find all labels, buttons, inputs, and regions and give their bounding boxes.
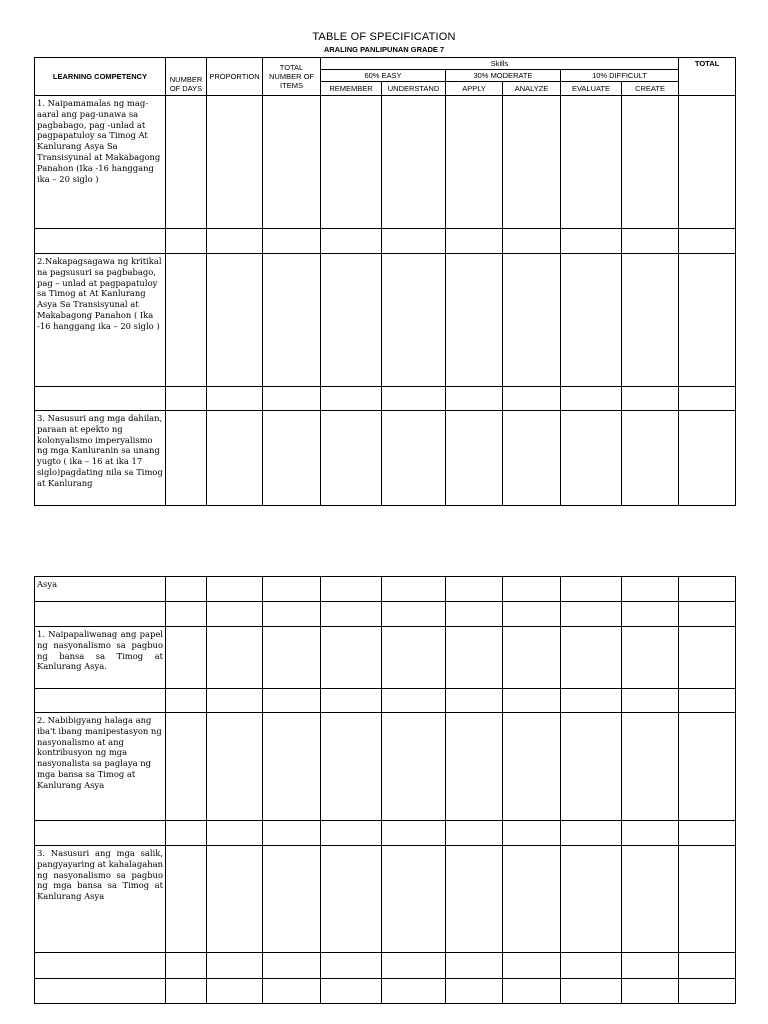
empty-cell (679, 411, 736, 506)
empty-cell (622, 627, 679, 689)
empty-cell (207, 254, 263, 387)
empty-cell (622, 229, 679, 254)
empty-cell (321, 577, 382, 602)
empty-cell (446, 953, 503, 979)
learning-competency-cell (35, 979, 166, 1004)
learning-competency-cell: 2.Nakapagsagawa ng kritikal na pagsusuri sa pagbabago, pag – unlad at pagpapatuloy sa Timog at At Kanlurang Asya Sa Transisyunal at Makabagong Panahon ( Ika -16 hanggang ika – 20 siglo ) (35, 254, 166, 387)
empty-cell (561, 689, 622, 713)
empty-cell (207, 713, 263, 821)
empty-cell (207, 846, 263, 953)
table-row (35, 846, 736, 953)
learning-competency-cell: 1. Naipamamalas ng mag-aaral ang pag-unawa sa pagbabago, pag -unlad at pagpapatuloy sa Timog At Kanlurang Asya Sa Transisyunal at Makabagong Panahon (Ika -16 hanggang ika – 20 siglo ) (35, 96, 166, 229)
learning-competency-cell (35, 821, 166, 846)
empty-cell (166, 254, 207, 387)
empty-cell (561, 411, 622, 506)
empty-cell (679, 254, 736, 387)
learning-competency-cell (35, 602, 166, 627)
learning-competency-cell (35, 387, 166, 411)
empty-cell (382, 96, 446, 229)
empty-cell (446, 627, 503, 689)
empty-cell (321, 387, 382, 411)
empty-cell (622, 387, 679, 411)
document-title: TABLE OF SPECIFICATION (312, 31, 456, 43)
empty-cell (679, 627, 736, 689)
learning-competency-cell (35, 229, 166, 254)
empty-cell (263, 979, 321, 1004)
empty-cell (503, 627, 561, 689)
table-row (35, 689, 736, 713)
empty-cell (321, 979, 382, 1004)
learning-competency-cell (35, 953, 166, 979)
empty-cell (207, 602, 263, 627)
table-row (35, 627, 736, 689)
header-learning-competency: LEARNING COMPETENCY (35, 58, 166, 96)
empty-cell (446, 411, 503, 506)
empty-cell (382, 953, 446, 979)
empty-cell (166, 846, 207, 953)
empty-cell (321, 846, 382, 953)
header-evaluate: EVALUATE (561, 82, 622, 96)
empty-cell (446, 254, 503, 387)
empty-cell (321, 254, 382, 387)
empty-cell (207, 689, 263, 713)
empty-cell (166, 387, 207, 411)
header-difficult: 10% DIFFICULT (561, 70, 679, 82)
table-row (35, 713, 736, 821)
header-analyze: ANALYZE (503, 82, 561, 96)
empty-cell (446, 979, 503, 1004)
empty-cell (503, 229, 561, 254)
empty-cell (622, 254, 679, 387)
empty-cell (321, 713, 382, 821)
table-row (35, 411, 736, 506)
learning-competency-cell: 3. Nasusuri ang mga salik, pangyayaring at kahalagahan ng nasyonalismo sa pagbuo ng mga bansa sa Timog at Kanlurang Asya (35, 846, 166, 953)
empty-cell (207, 821, 263, 846)
empty-cell (561, 602, 622, 627)
empty-cell (679, 602, 736, 627)
empty-cell (166, 953, 207, 979)
empty-cell (503, 689, 561, 713)
empty-cell (503, 387, 561, 411)
empty-cell (503, 846, 561, 953)
specification-table-page-1 (34, 57, 736, 506)
header-total: TOTAL (679, 58, 736, 96)
empty-cell (207, 953, 263, 979)
header-moderate: 30% MODERATE (446, 70, 561, 82)
empty-cell (166, 627, 207, 689)
empty-cell (622, 577, 679, 602)
empty-cell (263, 953, 321, 979)
empty-cell (321, 821, 382, 846)
empty-cell (503, 254, 561, 387)
empty-cell (446, 387, 503, 411)
empty-cell (382, 689, 446, 713)
empty-cell (263, 96, 321, 229)
empty-cell (207, 229, 263, 254)
empty-cell (622, 602, 679, 627)
empty-cell (166, 979, 207, 1004)
empty-cell (382, 387, 446, 411)
table-row (35, 96, 736, 229)
empty-cell (263, 577, 321, 602)
empty-cell (321, 229, 382, 254)
table-row (35, 577, 736, 602)
empty-cell (561, 713, 622, 821)
empty-cell (263, 821, 321, 846)
empty-cell (679, 96, 736, 229)
empty-cell (263, 713, 321, 821)
empty-cell (321, 953, 382, 979)
empty-cell (321, 689, 382, 713)
empty-cell (503, 713, 561, 821)
empty-cell (166, 713, 207, 821)
empty-cell (263, 846, 321, 953)
empty-cell (166, 602, 207, 627)
empty-cell (446, 713, 503, 821)
header-create: CREATE (622, 82, 679, 96)
header-number-of-days: NUMBER OF DAYS (166, 58, 207, 96)
empty-cell (503, 953, 561, 979)
empty-cell (446, 96, 503, 229)
empty-cell (446, 577, 503, 602)
empty-cell (561, 387, 622, 411)
header-apply: APPLY (446, 82, 503, 96)
empty-cell (503, 979, 561, 1004)
empty-cell (679, 846, 736, 953)
empty-cell (679, 689, 736, 713)
empty-cell (382, 979, 446, 1004)
specification-table-page-2 (34, 576, 736, 1004)
empty-cell (207, 979, 263, 1004)
empty-cell (503, 411, 561, 506)
empty-cell (382, 254, 446, 387)
header-easy: 60% EASY (321, 70, 446, 82)
learning-competency-cell: 2. Nabibigyang halaga ang iba't ibang manipestasyon ng nasyonalismo at ang kontribusyon ng mga nasyonalista sa paglaya ng mga bansa sa Timog at Kanlurang Asya (35, 713, 166, 821)
empty-cell (382, 229, 446, 254)
document-subtitle: ARALING PANLIPUNAN GRADE 7 (323, 45, 445, 54)
empty-cell (561, 821, 622, 846)
empty-cell (263, 387, 321, 411)
header-proportion: PROPORTION (207, 58, 263, 96)
empty-cell (207, 411, 263, 506)
empty-cell (622, 713, 679, 821)
empty-cell (166, 821, 207, 846)
table-row (35, 387, 736, 411)
empty-cell (679, 979, 736, 1004)
empty-cell (561, 979, 622, 1004)
learning-competency-cell (35, 689, 166, 713)
empty-cell (622, 979, 679, 1004)
empty-cell (679, 577, 736, 602)
empty-cell (166, 689, 207, 713)
empty-cell (263, 689, 321, 713)
empty-cell (382, 821, 446, 846)
empty-cell (679, 821, 736, 846)
learning-competency-cell: 3. Nasusuri ang mga dahilan, paraan at epekto ng kolonyalismo imperyalismo ng mga Kanluranin sa unang yugto ( ika – 16 at ika 17 siglo)pagdating nila sa Timog at Kanlurang (35, 411, 166, 506)
empty-cell (679, 229, 736, 254)
header-total-number-of-items: TOTAL NUMBER OF ITEMS (263, 58, 321, 96)
empty-cell (622, 821, 679, 846)
header-remember: REMEMBER (321, 82, 382, 96)
empty-cell (263, 411, 321, 506)
table-row (35, 229, 736, 254)
header-skills: Skills (321, 58, 679, 70)
empty-cell (382, 846, 446, 953)
empty-cell (446, 689, 503, 713)
empty-cell (382, 411, 446, 506)
empty-cell (382, 602, 446, 627)
empty-cell (321, 627, 382, 689)
empty-cell (503, 96, 561, 229)
empty-cell (207, 387, 263, 411)
empty-cell (446, 602, 503, 627)
empty-cell (321, 411, 382, 506)
learning-competency-cell: Asya (35, 577, 166, 602)
empty-cell (679, 387, 736, 411)
empty-cell (207, 627, 263, 689)
empty-cell (622, 689, 679, 713)
table-row (35, 821, 736, 846)
empty-cell (622, 411, 679, 506)
empty-cell (263, 602, 321, 627)
empty-cell (382, 577, 446, 602)
empty-cell (321, 96, 382, 229)
empty-cell (561, 846, 622, 953)
empty-cell (166, 577, 207, 602)
empty-cell (446, 821, 503, 846)
empty-cell (561, 229, 622, 254)
empty-cell (382, 627, 446, 689)
empty-cell (622, 953, 679, 979)
empty-cell (207, 577, 263, 602)
header-understand: UNDERSTAND (382, 82, 446, 96)
empty-cell (561, 953, 622, 979)
empty-cell (503, 821, 561, 846)
empty-cell (561, 577, 622, 602)
table-row (35, 953, 736, 979)
empty-cell (679, 953, 736, 979)
empty-cell (622, 846, 679, 953)
table-row (35, 602, 736, 627)
empty-cell (382, 713, 446, 821)
empty-cell (503, 577, 561, 602)
empty-cell (207, 96, 263, 229)
empty-cell (561, 627, 622, 689)
empty-cell (446, 846, 503, 953)
table-row (35, 254, 736, 387)
empty-cell (166, 411, 207, 506)
table-row (35, 979, 736, 1004)
empty-cell (321, 602, 382, 627)
empty-cell (263, 627, 321, 689)
empty-cell (561, 254, 622, 387)
empty-cell (446, 229, 503, 254)
learning-competency-cell: 1. Naipapaliwanag ang papel ng nasyonalismo sa pagbuo ng bansa sa Timog at Kanlurang Asya. (35, 627, 166, 689)
empty-cell (263, 254, 321, 387)
empty-cell (679, 713, 736, 821)
empty-cell (263, 229, 321, 254)
empty-cell (622, 96, 679, 229)
empty-cell (166, 96, 207, 229)
empty-cell (503, 602, 561, 627)
empty-cell (166, 229, 207, 254)
empty-cell (561, 96, 622, 229)
